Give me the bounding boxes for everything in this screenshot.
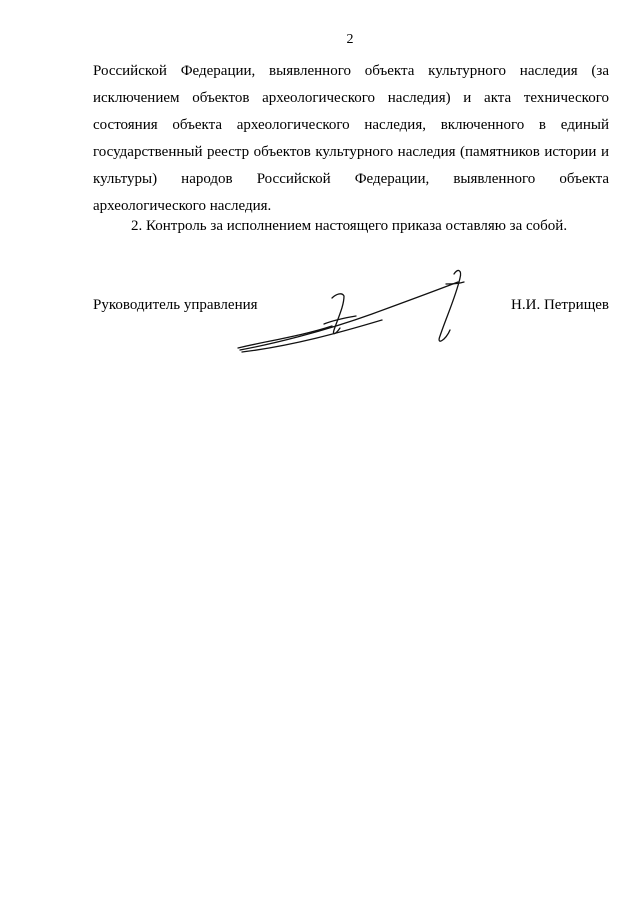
body-paragraph — [93, 58, 609, 220]
body-line-1: Российской Федерации, выявленного объекта культурного наследия (за — [93, 63, 609, 79]
body-line-4: государственный реестр объектов культурного наследия (памятников истории и — [93, 144, 609, 160]
handwritten-signature — [232, 262, 482, 362]
signatory-title: Руководитель управления — [93, 297, 258, 313]
body-line-6: археологического наследия. — [93, 198, 272, 214]
body-line-3: состояния объекта археологического наследия, включенного в единый — [93, 117, 609, 133]
page-number: 2 — [346, 32, 354, 47]
body-line-2: исключением объектов археологического наследия) и акта технического — [93, 90, 609, 106]
signatory-name: Н.И. Петрищев — [511, 297, 609, 313]
body-line-5: культуры) народов Российской Федерации, выявленного объекта — [93, 171, 609, 187]
item-2: 2. Контроль за исполнением настоящего приказа оставляю за собой. — [131, 218, 568, 234]
